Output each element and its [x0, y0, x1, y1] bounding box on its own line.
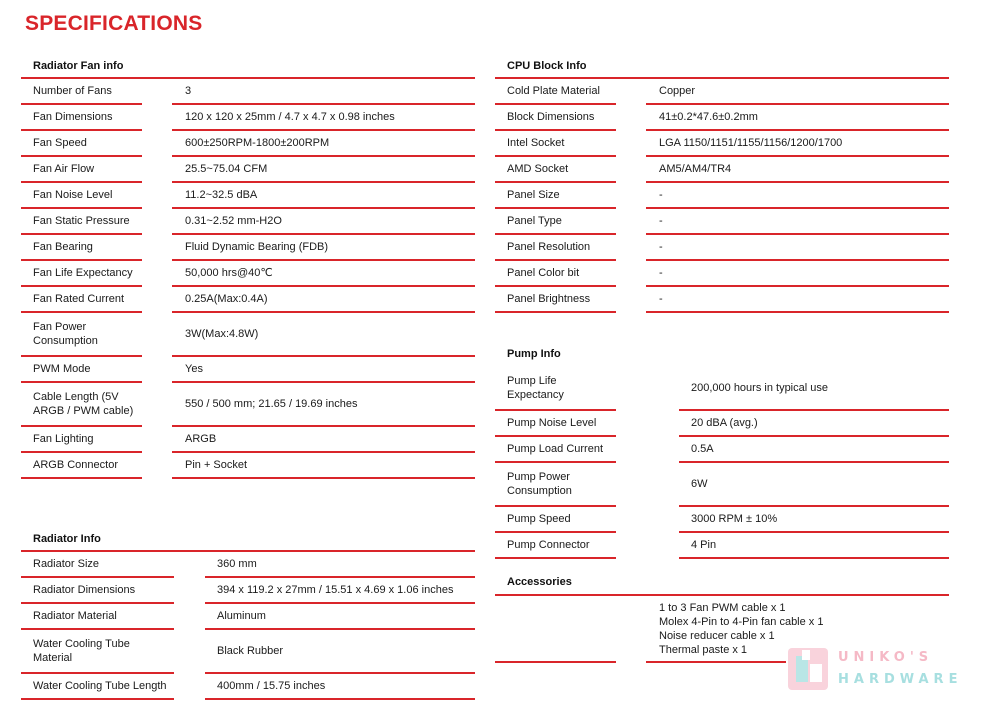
spec-row [21, 427, 475, 451]
spec-row [495, 235, 949, 259]
spec-value: 25.5~75.04 CFM [185, 163, 268, 175]
accessory-item: 1 to 3 Fan PWM cable x 1 [659, 602, 786, 614]
spec-row [21, 287, 475, 311]
spec-value: Fluid Dynamic Bearing (FDB) [185, 241, 329, 253]
spec-row [21, 383, 475, 425]
spec-value: ARGB [185, 433, 217, 445]
spec-row [21, 157, 475, 181]
spec-label: PWM Mode [33, 363, 91, 375]
spec-row [495, 79, 949, 103]
spec-row [21, 674, 475, 698]
spec-value: 3000 RPM ± 10% [691, 513, 778, 525]
spec-label: Fan Bearing [33, 241, 93, 253]
spec-label: Pump Life Expectancy [507, 375, 564, 401]
spec-label: Water Cooling Tube Length [33, 680, 167, 692]
spec-label: Fan Static Pressure [33, 215, 130, 227]
spec-row [495, 437, 949, 461]
spec-value: 6W [691, 478, 708, 490]
spec-value: - [659, 267, 663, 279]
spec-row [21, 578, 475, 602]
section-divider [495, 594, 949, 596]
spec-label: Panel Brightness [507, 293, 591, 305]
spec-row [495, 183, 949, 207]
spec-label: Fan Rated Current [33, 293, 125, 305]
spec-row [495, 507, 949, 531]
spec-value: - [659, 293, 663, 305]
accessory-item: Noise reducer cable x 1 [659, 630, 775, 642]
spec-row [495, 131, 949, 155]
spec-value: 0.5A [691, 443, 714, 455]
page-title: SPECIFICATIONS [25, 12, 203, 35]
spec-label: Water Cooling Tube Material [33, 638, 130, 664]
spec-row [21, 604, 475, 628]
spec-row [21, 235, 475, 259]
spec-value: Aluminum [217, 610, 266, 622]
radiator-fan-heading: Radiator Fan info [33, 60, 124, 72]
spec-label: Pump Power Consumption [507, 471, 572, 497]
accessory-item: Molex 4-Pin to 4-Pin fan cable x 1 [659, 616, 824, 628]
spec-value: 600±250RPM-1800±200RPM [185, 137, 330, 149]
spec-value: 200,000 hours in typical use [691, 382, 828, 394]
row-divider-value [205, 698, 475, 700]
spec-label: Pump Noise Level [507, 417, 597, 429]
spec-value: - [659, 189, 663, 201]
spec-row [21, 453, 475, 477]
spec-label: ARGB Connector [33, 459, 118, 471]
spec-label: Fan Air Flow [33, 163, 95, 175]
logo-mark-icon [786, 646, 830, 692]
spec-value: 120 x 120 x 25mm / 4.7 x 4.7 x 0.98 inches [185, 111, 395, 123]
spec-label: Intel Socket [507, 137, 565, 149]
accessories-heading: Accessories [507, 576, 572, 588]
logo-text-bottom: HARDWARE [838, 672, 963, 687]
spec-row [495, 367, 949, 409]
spec-row [21, 552, 475, 576]
spec-row [495, 411, 949, 435]
spec-row [21, 209, 475, 233]
spec-row [21, 357, 475, 381]
row-divider-value [679, 557, 949, 559]
spec-value: 20 dBA (avg.) [691, 417, 758, 429]
spec-value: 4 Pin [691, 539, 717, 551]
spec-row [495, 209, 949, 233]
spec-label: Radiator Material [33, 610, 117, 622]
spec-value: Black Rubber [217, 645, 284, 657]
spec-value: LGA 1150/1151/1155/1156/1200/1700 [659, 137, 843, 149]
spec-row [495, 463, 949, 505]
spec-label: Fan Speed [33, 137, 87, 149]
spec-row [21, 630, 475, 672]
spec-value: AM5/AM4/TR4 [659, 163, 732, 175]
spec-value: 41±0.2*47.6±0.2mm [659, 111, 758, 123]
spec-value: Pin + Socket [185, 459, 248, 471]
row-divider-label [495, 557, 616, 559]
spec-label: Panel Color bit [507, 267, 580, 279]
spec-value: 0.25A(Max:0.4A) [185, 293, 268, 305]
spec-label: Fan Lighting [33, 433, 94, 445]
spec-label: Fan Power Consumption [33, 321, 98, 347]
spec-value: Copper [659, 85, 696, 97]
spec-row [495, 157, 949, 181]
spec-value: 400mm / 15.75 inches [217, 680, 326, 692]
spec-value: 3 [185, 85, 192, 97]
spec-value: - [659, 241, 663, 253]
spec-label: Pump Speed [507, 513, 571, 525]
spec-value: Yes [185, 363, 203, 375]
spec-value: - [659, 215, 663, 227]
spec-row [495, 105, 949, 129]
spec-row [21, 261, 475, 285]
spec-label: Pump Load Current [507, 443, 603, 455]
row-divider-label [21, 698, 174, 700]
spec-label: Fan Noise Level [33, 189, 113, 201]
spec-label: Panel Size [507, 189, 560, 201]
row-divider-value [172, 477, 475, 479]
spec-value: 550 / 500 mm; 21.65 / 19.69 inches [185, 398, 358, 410]
spec-label: Cable Length (5V ARGB / PWM cable) [33, 391, 134, 417]
spec-value: 3W(Max:4.8W) [185, 328, 259, 340]
cpu-block-heading: CPU Block Info [507, 60, 587, 72]
spec-label: Fan Life Expectancy [33, 267, 133, 279]
spec-label: Panel Resolution [507, 241, 591, 253]
spec-label: Radiator Size [33, 558, 100, 570]
row-divider-value [646, 311, 949, 313]
spec-value: 50,000 hrs@40℃ [185, 267, 273, 279]
uniko-hardware-logo [786, 646, 976, 694]
spec-value: 360 mm [217, 558, 257, 570]
pump-heading: Pump Info [507, 348, 561, 360]
spec-label: Panel Type [507, 215, 562, 227]
row-divider-value [646, 661, 786, 663]
spec-label: Number of Fans [33, 85, 112, 97]
radiator-heading: Radiator Info [33, 533, 101, 545]
spec-label: Pump Connector [507, 539, 590, 551]
row-divider-label [495, 311, 616, 313]
spec-row [495, 287, 949, 311]
spec-label: Fan Dimensions [33, 111, 113, 123]
spec-row [21, 105, 475, 129]
row-divider-label [21, 477, 142, 479]
spec-value: 394 x 119.2 x 27mm / 15.51 x 4.69 x 1.06 inches [217, 584, 454, 596]
logo-text-top: UNIKO'S [838, 650, 934, 665]
spec-row [21, 79, 475, 103]
spec-label: AMD Socket [507, 163, 569, 175]
spec-label: Block Dimensions [507, 111, 595, 123]
spec-row [21, 131, 475, 155]
spec-row [21, 183, 475, 207]
spec-value: 11.2~32.5 dBA [185, 189, 258, 201]
spec-row [495, 533, 949, 557]
row-divider-label [495, 661, 616, 663]
spec-label: Cold Plate Material [507, 85, 600, 97]
accessory-item: Thermal paste x 1 [659, 644, 748, 656]
spec-row [495, 261, 949, 285]
spec-value: 0.31~2.52 mm-H2O [185, 215, 282, 227]
spec-label: Radiator Dimensions [33, 584, 136, 596]
spec-row [21, 313, 475, 355]
